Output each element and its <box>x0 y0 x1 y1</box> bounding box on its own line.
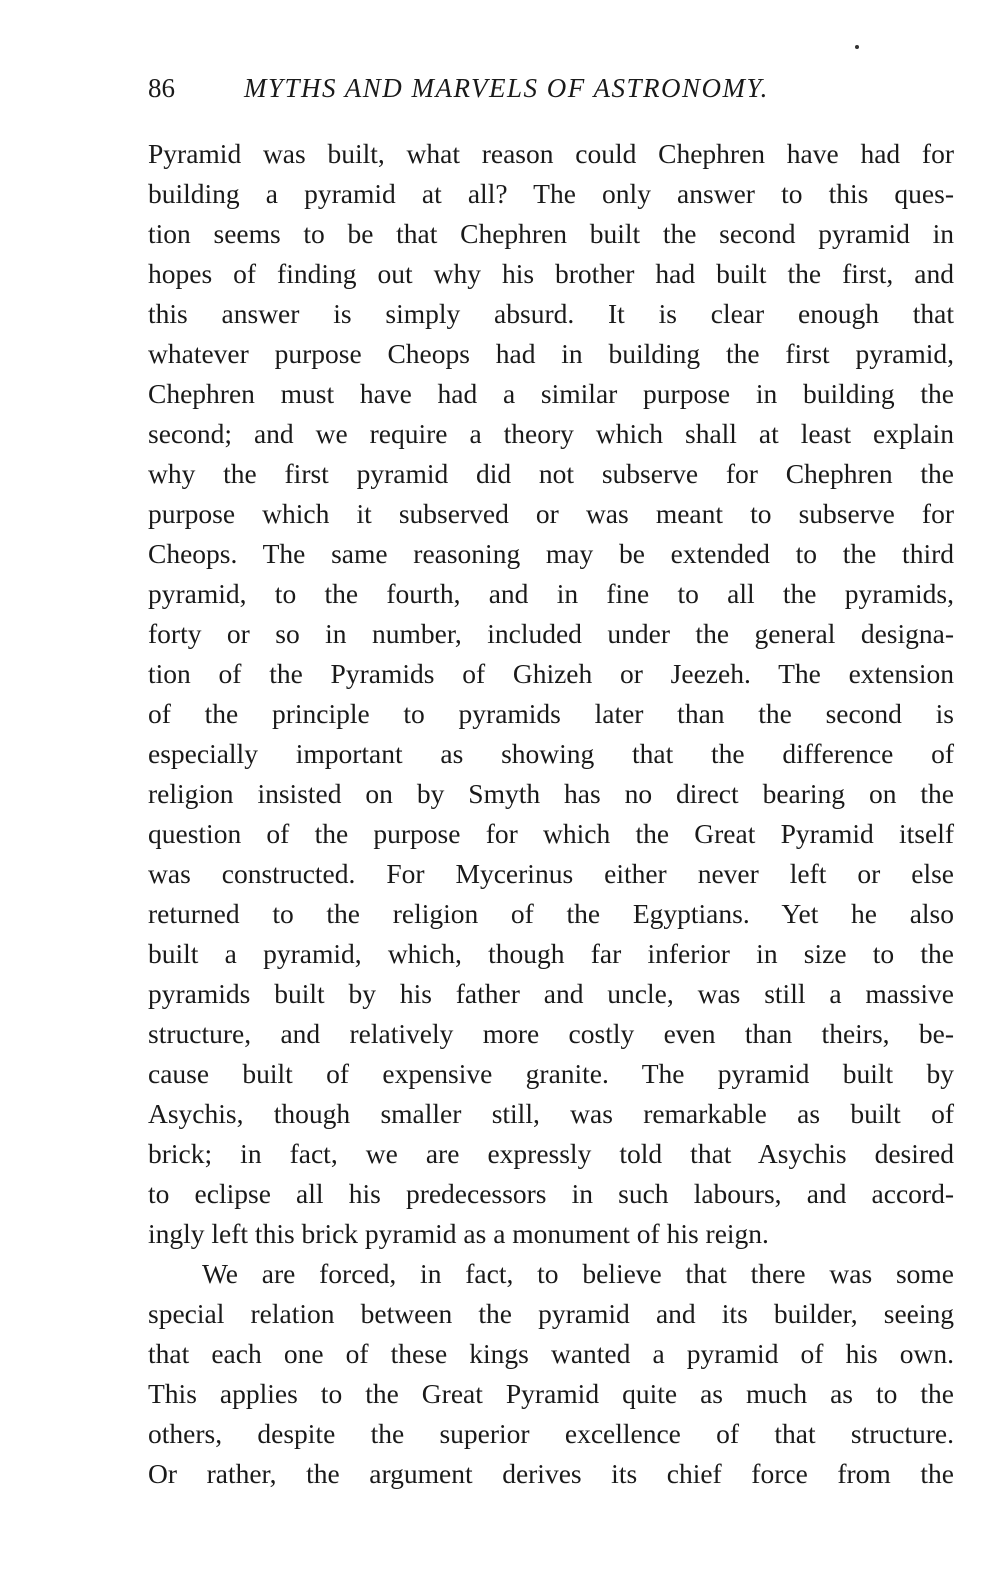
body-text <box>148 134 954 1494</box>
print-speck <box>855 45 859 49</box>
text-line: this answer is simply absurd. It is clear enough that <box>148 298 954 329</box>
text-line: to eclipse all his predecessors in such labours, and accord- <box>148 1178 954 1209</box>
text-line: especially important as showing that the difference of <box>148 738 954 769</box>
text-line: pyramids built by his father and uncle, was still a massive <box>148 978 954 1009</box>
running-title: MYTHS AND MARVELS OF ASTRONOMY. <box>244 73 769 103</box>
text-line: tion seems to be that Chephren built the second pyramid in <box>148 218 954 249</box>
text-line: Pyramid was built, what reason could Chephren have had for <box>148 138 954 169</box>
text-line: cause built of expensive granite. The pyramid built by <box>148 1058 954 1089</box>
text-line: of the principle to pyramids later than the second is <box>148 698 954 729</box>
text-line: others, despite the superior excellence of that structure. <box>148 1418 954 1449</box>
text-line: pyramid, to the fourth, and in fine to all the pyramids, <box>148 578 954 609</box>
text-line: question of the purpose for which the Great Pyramid itself <box>148 818 954 849</box>
text-line: forty or so in number, included under the general designa- <box>148 618 954 649</box>
text-line: purpose which it subserved or was meant to subserve for <box>148 498 954 529</box>
text-line: Or rather, the argument derives its chief force from the <box>148 1458 954 1489</box>
paragraph-2 <box>148 1254 954 1494</box>
text-line: built a pyramid, which, though far inferior in size to the <box>148 938 954 969</box>
text-line: whatever purpose Cheops had in building the first pyramid, <box>148 338 954 369</box>
text-line: returned to the religion of the Egyptians. Yet he also <box>148 898 954 929</box>
paragraph-1 <box>148 134 954 1254</box>
text-line: hopes of finding out why his brother had built the first, and <box>148 258 954 289</box>
text-line: that each one of these kings wanted a pyramid of his own. <box>148 1338 954 1369</box>
text-line: Chephren must have had a similar purpose in building the <box>148 378 954 409</box>
text-line: special relation between the pyramid and its builder, seeing <box>148 1298 954 1329</box>
text-line: We are forced, in fact, to believe that there was some <box>202 1258 954 1289</box>
text-line: Asychis, though smaller still, was remarkable as built of <box>148 1098 954 1129</box>
text-line: This applies to the Great Pyramid quite as much as to the <box>148 1378 954 1409</box>
running-header <box>148 68 954 108</box>
text-line: second; and we require a theory which shall at least explain <box>148 418 954 449</box>
text-line: was constructed. For Mycerinus either never left or else <box>148 858 954 889</box>
text-line: why the first pyramid did not subserve for Chephren the <box>148 458 954 489</box>
page-number: 86 <box>148 73 175 103</box>
text-line: religion insisted on by Smyth has no direct bearing on the <box>148 778 954 809</box>
text-line: Cheops. The same reasoning may be extended to the third <box>148 538 954 569</box>
text-line: brick; in fact, we are expressly told that Asychis desired <box>148 1138 954 1169</box>
text-line: tion of the Pyramids of Ghizeh or Jeezeh. The extension <box>148 658 954 689</box>
text-line: building a pyramid at all? The only answer to this ques- <box>148 178 954 209</box>
text-line: structure, and relatively more costly even than theirs, be- <box>148 1018 954 1049</box>
text-line: ingly left this brick pyramid as a monument of his reign. <box>148 1218 769 1249</box>
